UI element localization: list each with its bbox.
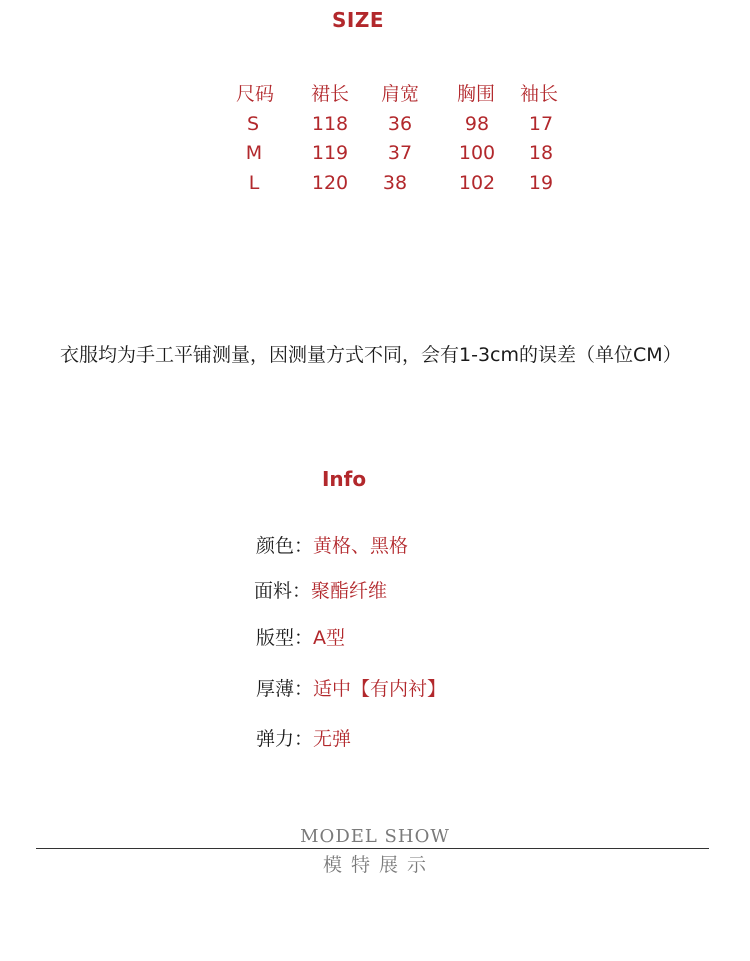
size-title: SIZE	[331, 8, 384, 32]
info-row-color	[256, 531, 408, 558]
cell-sleeve: 18	[528, 142, 554, 164]
divider-line	[36, 848, 709, 849]
info-value: 适中【有内衬】	[313, 678, 447, 700]
header-size: 尺码	[235, 83, 275, 105]
info-row-elasticity	[256, 724, 351, 751]
info-value: A型	[313, 627, 346, 649]
info-row-fabric	[254, 576, 387, 603]
cell-sleeve: 19	[528, 171, 554, 194]
info-label: 面料：	[254, 580, 312, 602]
model-show-subheading: 模特展示	[322, 854, 435, 876]
cell-size: S	[246, 112, 260, 135]
measurement-note: 衣服均为手工平铺测量，因测量方式不同，会有1-3cm的误差（单位CM）	[60, 344, 682, 366]
info-label: 颜色：	[256, 535, 314, 557]
size-row-l	[0, 169, 750, 199]
size-table	[0, 80, 750, 198]
cell-size: M	[245, 142, 263, 164]
cell-bust: 100	[458, 142, 496, 164]
header-bust: 胸围	[456, 83, 496, 105]
info-title: Info	[321, 467, 367, 491]
info-label: 弹力：	[256, 728, 314, 750]
info-label: 厚薄：	[256, 678, 314, 700]
cell-dress-length: 119	[311, 142, 349, 164]
cell-dress-length: 118	[311, 112, 349, 135]
cell-bust: 98	[464, 112, 490, 135]
info-value: 聚酯纤维	[311, 580, 388, 602]
cell-shoulder: 36	[387, 112, 413, 135]
size-row-m	[0, 139, 750, 169]
cell-sleeve: 17	[528, 112, 554, 135]
cell-shoulder: 37	[387, 142, 413, 164]
cell-shoulder: 38	[382, 171, 408, 194]
header-shoulder: 肩宽	[380, 83, 420, 105]
info-value: 黄格、黑格	[313, 535, 409, 557]
size-row-s	[0, 110, 750, 140]
info-value: 无弹	[313, 728, 352, 750]
header-dress-length: 裙长	[310, 83, 350, 105]
info-row-fit	[256, 623, 345, 650]
info-label: 版型：	[256, 627, 314, 649]
size-table-header	[0, 80, 750, 110]
cell-dress-length: 120	[311, 171, 349, 194]
info-row-thickness	[256, 674, 446, 701]
model-show-heading: MODEL SHOW	[300, 826, 450, 847]
cell-bust: 102	[458, 171, 496, 194]
cell-size: L	[248, 171, 260, 194]
header-sleeve: 袖长	[519, 83, 559, 105]
